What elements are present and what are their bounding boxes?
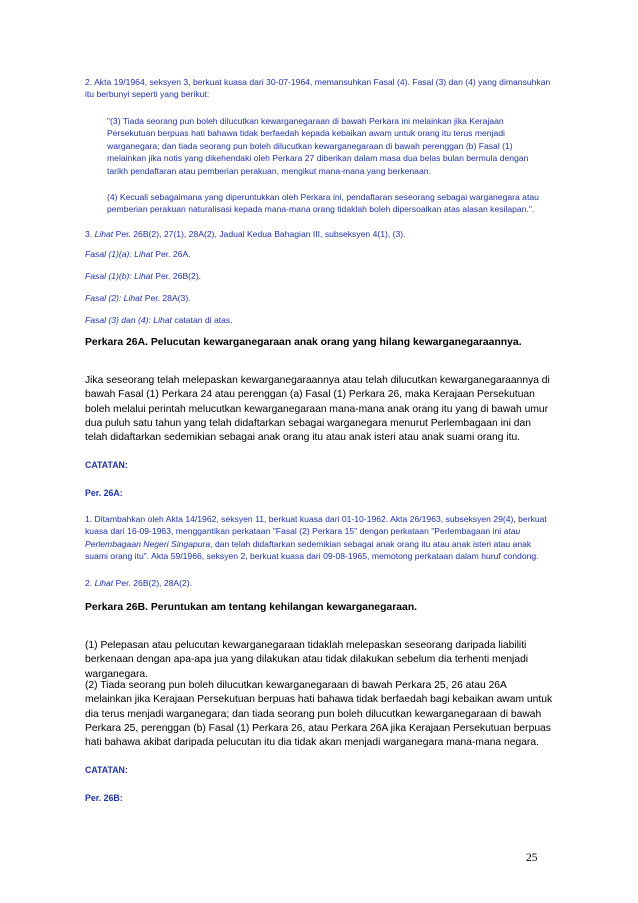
ref-fasal-3-4-label: Fasal (3) dan (4): Lihat — [85, 315, 172, 325]
note-26a-1-part1: 1. Ditambahkan oleh Akta 14/1962, seksyen 11, berkuat kuasa dari 01-10-1962. Akta 26/1963, subseksyen 29(4), berkuat kuasa dari 16-09-1963, menggantikan perkataan "Fasal (2) Perkara 15" dengan perkataan "Perlembagaan ini — [85, 514, 547, 537]
note-26a-2-text: Per. 26B(2), 28A(2). — [113, 578, 193, 588]
ref-fasal-1b — [85, 270, 555, 282]
ref-fasal-1b-text: Per. 26B(2). — [152, 271, 202, 281]
paragraph-perkara-26b-2: (2) Tiada seorang pun boleh dilucutkan kewarganegaraan di bawah Perkara 25, 26 atau 26A melainkan jika Kerajaan Persekutuan berpuas hati bahawa tidak berfaedah bagi kebaikan awam untuk dia terus menjadi warganegara; dan tiada seorang pun boleh dilucutkan kewarganegaraan di bawah Perkara 25, perenggan (b) Fasal (1) Perkara 26, atau Perkara 26A jika Kerajaan Persekutuan berpuas hati bahawa akibat daripada pelucutan itu dia tidak akan menjadi warganegara mana-mana negara. — [85, 680, 553, 749]
note-26a-1 — [85, 513, 555, 563]
ref-fasal-1a — [85, 248, 555, 260]
paragraph-perkara-26a: Jika seseorang telah melepaskan kewarganegaraannya atau telah dilucutkan kewarganegaraannya di bawah Fasal (1) Perkara 24 atau perenggan (a) Fasal (1) Perkara 26, maka Kerajaan Persekutuan boleh melalui perintah melucutkan kewarganegaraan mana-mana anak orang itu yang di bawah umur dua puluh satu tahun yang telah didaftarkan sebagai warganegara menurut Perlembagaan ini dan telah didaftarkan sedemikian sebagai anak orang itu atau anak isteri atau anak suami orang itu. — [85, 375, 550, 444]
note-26a-1-part2: , dan telah didaftarkan sedemikian sebagai anak orang itu atau anak isteri atau anak suami orang itu". Akta 59/1966, seksyen 2, berkuat kuasa dari 09-08-1965, memotong perkataan dalam huruf condong. — [85, 538, 539, 562]
ref-fasal-3-4-text: catatan di atas. — [171, 315, 233, 325]
quoted-clause-4: (4) Kecuali sebagaimana yang diperuntukkan oleh Perkara ini, pendaftaran seseorang sebagai warganegara atau pemberian perakuan naturalisasi kepada mana-mana orang tidaklah boleh dipersoalkan atas alasan kesilapan.". — [107, 192, 539, 215]
catatan-label-26a: CATATAN: — [85, 460, 128, 470]
note-26a-2-lihat: Lihat — [94, 578, 114, 588]
catatan-label-26b: CATATAN: — [85, 765, 128, 775]
note-2-akta-19-1964: 2. Akta 19/1964, seksyen 3, berkuat kuasa dari 30-07-1964, memansuhkan Fasal (4). Fasal (3) dan (4) yang dimansuhkan itu berbunyi seperti yang berikut: — [85, 77, 551, 100]
heading-perkara-26a: Perkara 26A. Pelucutan kewarganegaraan anak orang yang hilang kewarganegaraannya. — [85, 337, 522, 348]
note-26a-2-prefix: 2. — [85, 578, 95, 588]
heading-perkara-26b: Perkara 26B. Peruntukan am tentang kehilangan kewarganegaraan. — [85, 602, 418, 613]
per-26a-label: Per. 26A: — [85, 488, 123, 498]
paragraph-perkara-26b-1: (1) Pelepasan atau pelucutan kewarganegaraan tidaklah melepaskan seseorang daripada liabiliti berkenaan dengan apa-apa jua yang dilakukan atau tidak dilakukan sebelum dia terhenti menjadi warganegara. — [85, 640, 529, 680]
ref-fasal-2 — [85, 292, 555, 304]
note-3-prefix: 3. — [85, 229, 95, 239]
page-number: 25 — [526, 852, 538, 864]
ref-fasal-2-text: Per. 28A(3). — [142, 293, 191, 303]
note-3-text: Per. 26B(2), 27(1), 28A(2), Jadual Kedua Bahagian III, subseksyen 4(1), (3). — [113, 229, 406, 239]
ref-fasal-1a-text: Per. 26A. — [152, 249, 191, 259]
note-26a-2 — [85, 577, 555, 589]
quoted-clause-3: "(3) Tiada seorang pun boleh dilucutkan kewarganegaraan di bawah Perkara ini melainkan jika Kerajaan Persekutuan berpuas hati bahawa tidak berfaedah kepada kebaikan awam untuk orang itu terus menjadi warganegara; dan tiada seorang pun boleh dilucutkan kewarganegaraan di bawah perenggan (b) Fasal (1) melainkan jika notis yang dikehendaki oleh Perkara 27 diberikan dalam masa dua belas bulan bermula dengan tarikh pendaftaran atau pemberian perakuan, mengikut mana-mana yang berkenaan. — [107, 116, 529, 176]
per-26b-label: Per. 26B: — [85, 793, 123, 803]
note-3-lihat: Lihat — [94, 229, 114, 239]
ref-fasal-3-4 — [85, 314, 555, 326]
ref-fasal-1b-label: Fasal (1)(b): Lihat — [85, 271, 153, 281]
note-3 — [85, 228, 555, 240]
ref-fasal-2-label: Fasal (2): Lihat — [85, 293, 143, 303]
note-26a-1-italic: atau Perlembagaan Negeri Singapura — [85, 526, 521, 549]
ref-fasal-1a-label: Fasal (1)(a): Lihat — [85, 249, 153, 259]
